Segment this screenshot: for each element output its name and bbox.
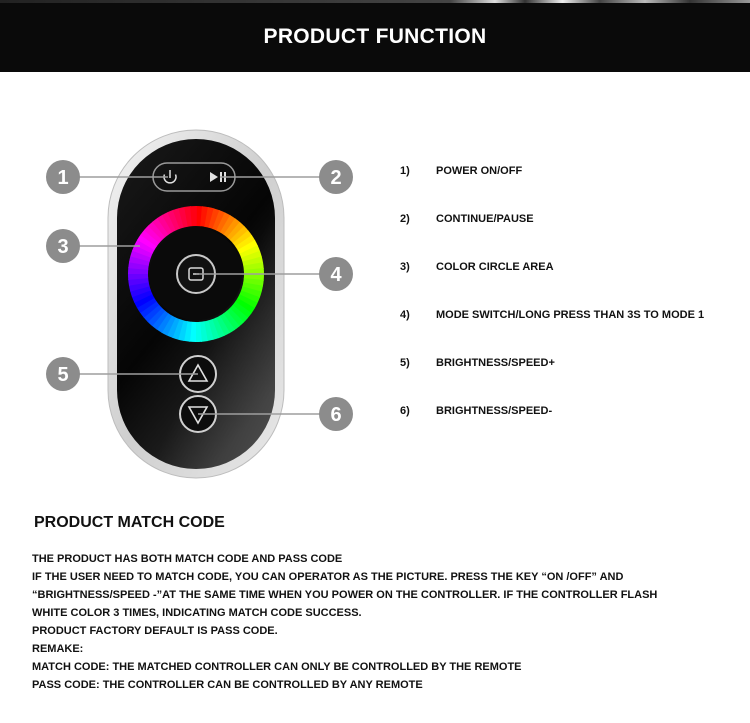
svg-text:6: 6 bbox=[330, 404, 342, 426]
match-code-title: PRODUCT MATCH CODE bbox=[34, 514, 225, 531]
function-number: 3) bbox=[400, 261, 410, 273]
paragraph-line: PASS CODE: THE CONTROLLER CAN BE CONTROLLED BY ANY REMOTE bbox=[32, 679, 423, 691]
function-number: 4) bbox=[400, 309, 410, 321]
function-number: 2) bbox=[400, 213, 410, 225]
paragraph-line: WHITE COLOR 3 TIMES, INDICATING MATCH CODE SUCCESS. bbox=[32, 607, 362, 619]
callout-3 bbox=[46, 229, 80, 263]
callout-4 bbox=[319, 257, 353, 291]
function-number: 6) bbox=[400, 405, 410, 417]
svg-text:5: 5 bbox=[57, 364, 69, 386]
svg-text:4: 4 bbox=[330, 264, 342, 286]
callout-2 bbox=[319, 160, 353, 194]
function-text: CONTINUE/PAUSE bbox=[436, 213, 534, 225]
function-text: POWER ON/OFF bbox=[436, 165, 523, 177]
paragraph-line: MATCH CODE: THE MATCHED CONTROLLER CAN ONLY BE CONTROLLED BY THE REMOTE bbox=[32, 661, 522, 673]
svg-text:1: 1 bbox=[57, 167, 69, 189]
callout-5 bbox=[46, 357, 80, 391]
svg-text:3: 3 bbox=[57, 236, 69, 258]
decorative-strip bbox=[0, 0, 750, 3]
match-code-paragraph bbox=[32, 550, 732, 694]
callout-6 bbox=[319, 397, 353, 431]
paragraph-line: IF THE USER NEED TO MATCH CODE, YOU CAN OPERATOR AS THE PICTURE. PRESS THE KEY “ON /OFF” AND bbox=[32, 571, 624, 583]
remote-diagram bbox=[0, 72, 750, 492]
function-text: BRIGHTNESS/SPEED+ bbox=[436, 357, 555, 369]
paragraph-line: THE PRODUCT HAS BOTH MATCH CODE AND PASS CODE bbox=[32, 553, 343, 565]
header-bar bbox=[0, 0, 750, 72]
svg-text:2: 2 bbox=[330, 167, 342, 189]
paragraph-line: PRODUCT FACTORY DEFAULT IS PASS CODE. bbox=[32, 625, 278, 637]
function-text: MODE SWITCH/LONG PRESS THAN 3S TO MODE 1 bbox=[436, 309, 705, 321]
paragraph-line: “BRIGHTNESS/SPEED -”AT THE SAME TIME WHEN YOU POWER ON THE CONTROLLER. IF THE CONTROLLER FLASH bbox=[32, 589, 658, 601]
function-number: 5) bbox=[400, 357, 410, 369]
function-text: BRIGHTNESS/SPEED- bbox=[436, 405, 553, 417]
page-title: PRODUCT FUNCTION bbox=[263, 25, 487, 48]
callout-1 bbox=[46, 160, 80, 194]
function-text: COLOR CIRCLE AREA bbox=[436, 261, 554, 273]
function-number: 1) bbox=[400, 165, 410, 177]
paragraph-line: REMAKE: bbox=[32, 643, 84, 655]
